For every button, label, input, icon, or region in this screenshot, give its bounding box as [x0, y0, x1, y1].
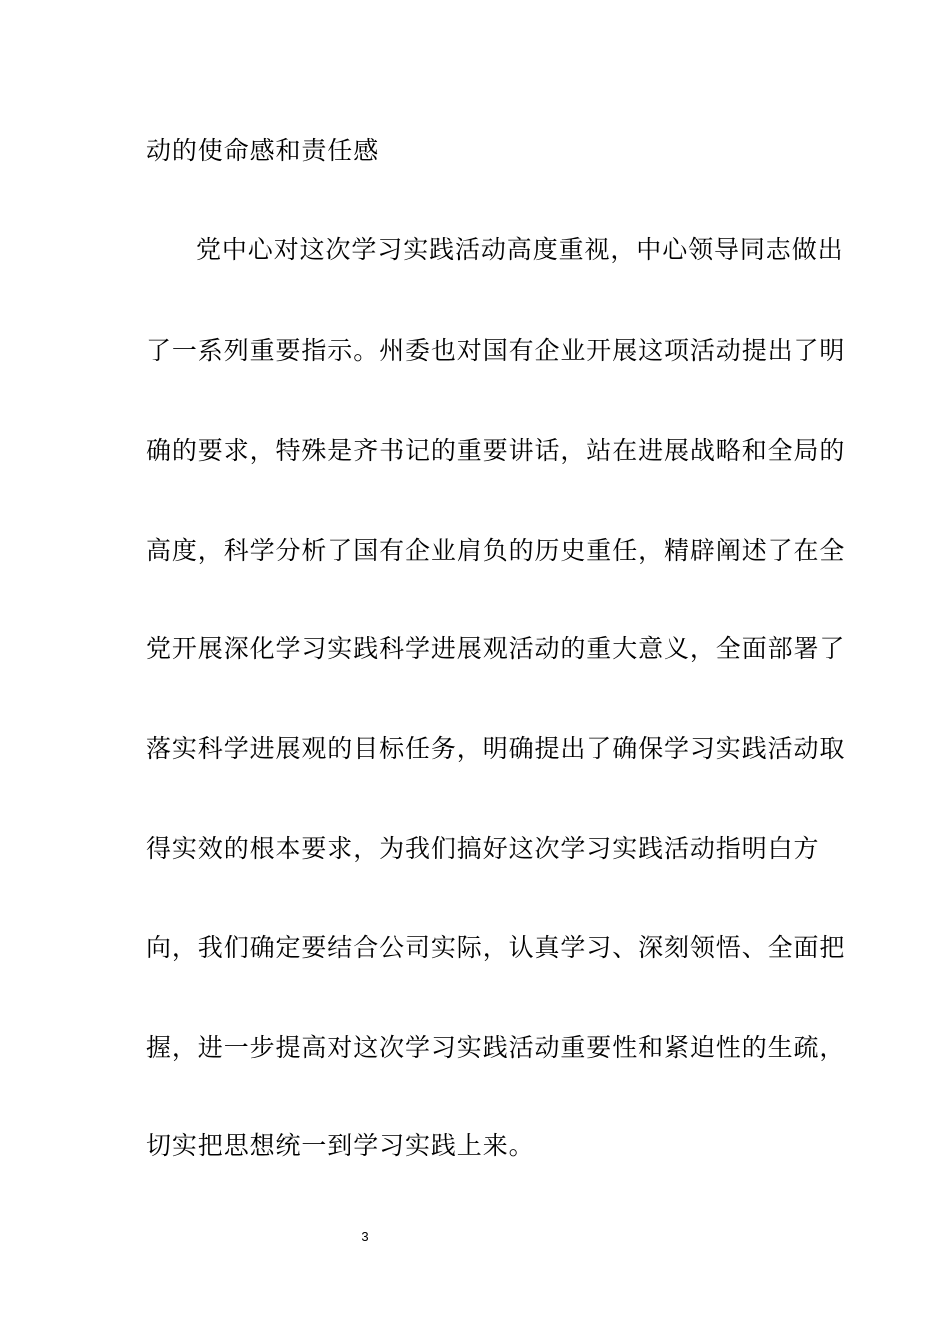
text-line: 动的使命感和责任感	[146, 136, 380, 165]
text-line: 切实把思想统一到学习实践上来。	[146, 1131, 535, 1160]
text-line: 得实效的根本要求，为我们搞好这次学习实践活动指明白方	[146, 834, 820, 863]
text-line: 落实科学进展观的目标任务，明确提出了确保学习实践活动取	[146, 734, 846, 763]
text-line: 党开展深化学习实践科学进展观活动的重大意义，全面部署了	[146, 634, 846, 663]
text-line: 握，进一步提高对这次学习实践活动重要性和紧迫性的生疏，	[146, 1033, 846, 1062]
text-line: 高度，科学分析了国有企业肩负的历史重任，精辟阐述了在全	[146, 536, 846, 565]
text-line: 确的要求，特殊是齐书记的重要讲话，站在进展战略和全局的	[146, 436, 846, 465]
paragraph-first-line: 党中心对这次学习实践活动高度重视，中心领导同志做出	[196, 235, 844, 264]
text-line: 了一系列重要指示。州委也对国有企业开展这项活动提出了明	[146, 336, 846, 365]
page-number: 3	[361, 1229, 369, 1244]
text-line: 向，我们确定要结合公司实际，认真学习、深刻领悟、全面把	[146, 933, 846, 962]
